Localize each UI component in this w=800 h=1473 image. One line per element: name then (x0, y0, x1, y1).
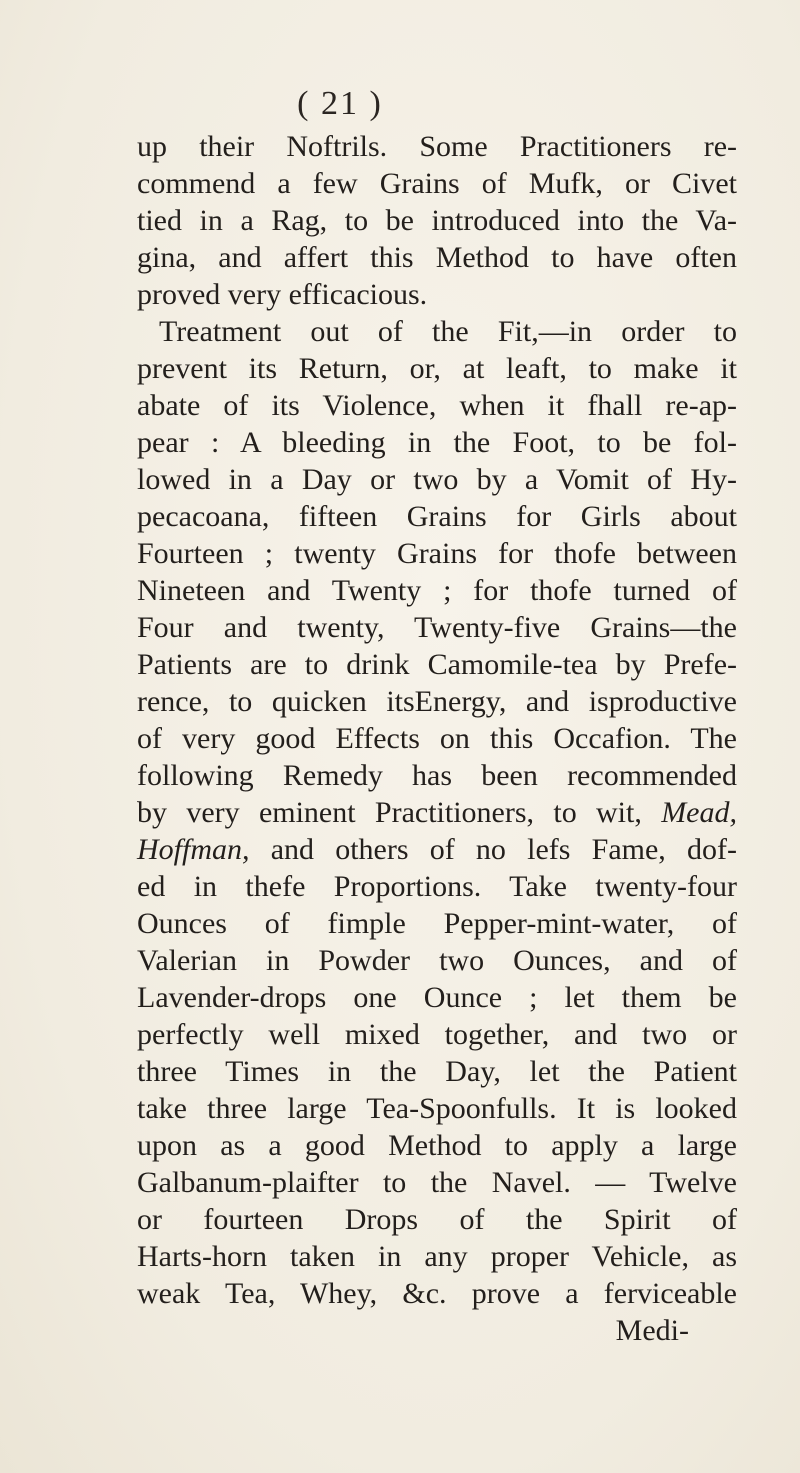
page-number: ( 21 ) (297, 85, 383, 122)
text-line: proved very efficacious. (137, 278, 428, 311)
text-line: rence, to quicken itsEnergy, and isproductive (137, 685, 737, 718)
text-line: pear : A bleeding in the Foot, to be fol- (137, 426, 737, 459)
text-line-with-name (137, 794, 737, 831)
text-segment: and others of no lefs Fame, dof- (270, 833, 737, 866)
text-line: tied in a Rag, to be introduced into the Va- (137, 204, 737, 237)
text-line: up their Noftrils. Some Practitioners re- (137, 130, 737, 163)
text-line: Valerian in Powder two Ounces, and of (137, 944, 737, 977)
text-line: perfectly well mixed together, and two or (137, 1018, 737, 1051)
text-line: weak Tea, Whey, &c. prove a ferviceable (137, 1277, 737, 1310)
text-line: Galbanum-plaifter to the Navel. — Twelve (137, 1166, 737, 1199)
text-segment: by very eminent Practitioners, to wit, (137, 796, 642, 829)
text-line: upon as a good Method to apply a large (137, 1129, 737, 1162)
body-text (137, 128, 737, 1349)
catchword: Medi- (615, 1314, 689, 1347)
italic-name-mead: Mead, (661, 796, 737, 829)
text-line: lowed in a Day or two by a Vomit of Hy- (137, 463, 737, 496)
text-line: abate of its Violence, when it fhall re-ap- (137, 389, 737, 422)
text-line: or fourteen Drops of the Spirit of (137, 1203, 737, 1236)
text-line: gina, and affert this Method to have often (137, 241, 737, 274)
text-line: take three large Tea-Spoonfulls. It is looked (137, 1092, 737, 1125)
text-line: Harts-horn taken in any proper Vehicle, as (137, 1240, 737, 1273)
text-line: commend a few Grains of Mufk, or Civet (137, 167, 737, 200)
text-line: three Times in the Day, let the Patient (137, 1055, 737, 1088)
text-line: Nineteen and Twenty ; for thofe turned of (137, 574, 737, 607)
italic-name-hoffman: Hoffman, (137, 833, 250, 866)
text-line: ed in thefe Proportions. Take twenty-four (137, 870, 737, 903)
text-line: of very good Effects on this Occafion. The (137, 722, 737, 755)
text-line: Lavender-drops one Ounce ; let them be (137, 981, 737, 1014)
text-line: prevent its Return, or, at leaft, to make it (137, 352, 737, 385)
text-line: Fourteen ; twenty Grains for thofe between (137, 537, 737, 570)
text-line-with-name (137, 831, 737, 868)
text-line: pecacoana, fifteen Grains for Girls about (137, 500, 737, 533)
text-line: Ounces of fimple Pepper-mint-water, of (137, 907, 737, 940)
text-line: Four and twenty, Twenty-five Grains—the (137, 611, 737, 644)
paragraph-start-line: Treatment out of the Fit,—in order to (159, 315, 737, 348)
text-line: following Remedy has been recommended (137, 759, 737, 792)
text-line: Patients are to drink Camomile-tea by Prefe- (137, 648, 737, 681)
